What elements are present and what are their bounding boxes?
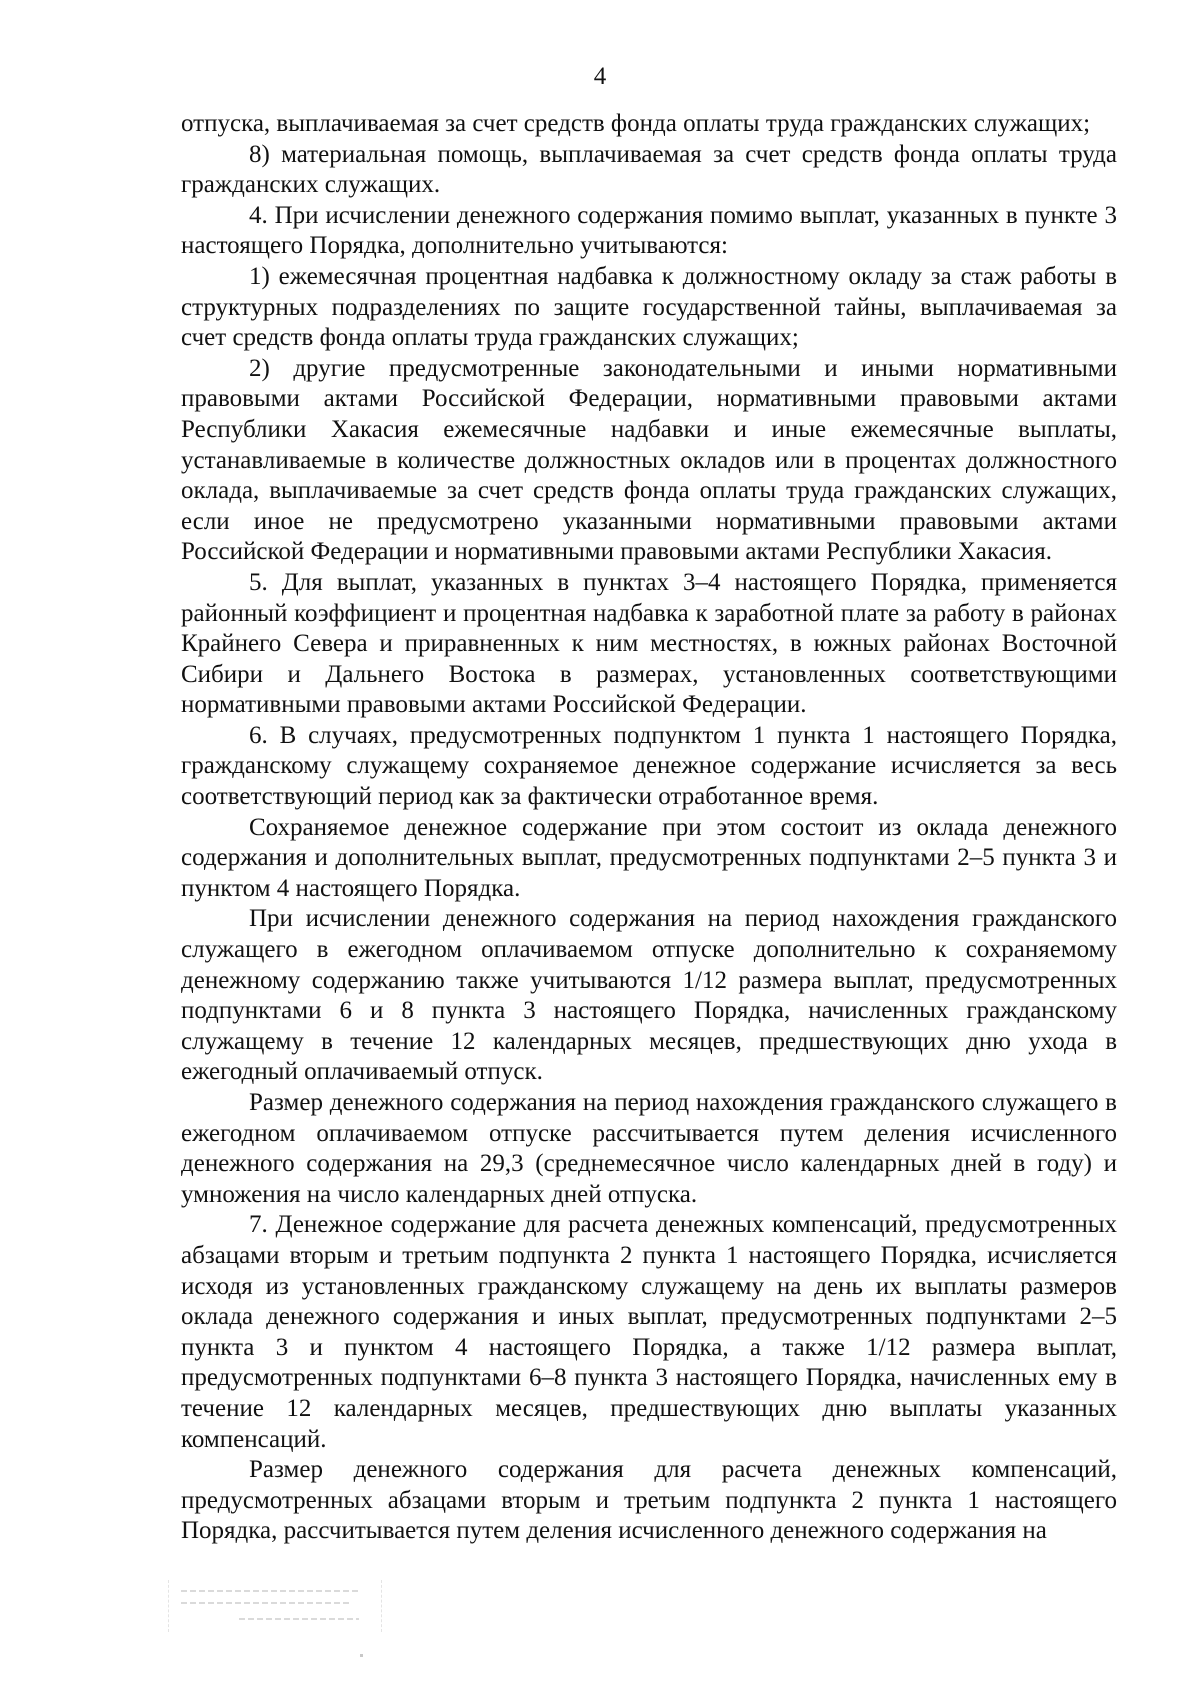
paragraph-clause-7-size: Размер денежного содержания для расчета денежных компенсаций, предусмотренных абзацами вторым и третьим подпункта 2 пункта 1 настоящего Порядка, рассчитывается путем деления исчисленного денежного содержания на	[181, 1456, 1117, 1545]
paragraph-clause-6-vacation-calc: При исчислении денежного содержания на период нахождения гражданского служащего в ежегодном оплачиваемом отпуске дополнительно к сохраняемому денежному содержанию также учитываются 1/12 размера выплат, предусмотренных подпунктами 6 и 8 пункта 3 настоящего Порядка, начисленных гражданскому служащему в течение 12 календарных месяцев, предшествующих дню ухода в ежегодный оплачиваемый отпуск.	[181, 905, 1117, 1086]
paragraph-item-8: 8) материальная помощь, выплачиваемая за счет средств фонда оплаты труда гражданских служащих.	[181, 140, 1117, 199]
paragraph-subclause-4-2: 2) другие предусмотренные законодательными и иными нормативными правовыми актами Российской Федерации, нормативными правовыми актами Республики Хакасия ежемесячные надбавки и иные ежемесячные выплаты, устанавливаемые в количестве должностных окладов или в процентах должностного оклада, выплачиваемые за счет средств фонда оплаты труда гражданских служащих, если иное не предусмотрено указанными нормативными правовыми актами Российской Федерации и нормативными правовыми актами Республики Хакасия.	[181, 354, 1117, 566]
paragraph-subclause-4-1: 1) ежемесячная процентная надбавка к должностному окладу за стаж работы в структурных подразделениях по защите государственной тайны, выплачиваемая за счет средств фонда оплаты труда гражданских служащих;	[181, 262, 1117, 352]
paragraph-clause-7: 7. Денежное содержание для расчета денежных компенсаций, предусмотренных абзацами вторым и третьим подпункта 2 пункта 1 настоящего Порядка, исчисляется исходя из установленных гражданскому служащему на день их выплаты размеров оклада денежного содержания и иных выплат, предусмотренных подпунктами 2–5 пункта 3 и пунктом 4 настоящего Порядка, а также 1/12 размера выплат, предусмотренных подпунктами 6–8 пункта 3 настоящего Порядка, начисленных ему в течение 12 календарных месяцев, предшествующих дню выплаты указанных компенсаций.	[181, 1211, 1117, 1453]
page-number: 4	[593, 63, 607, 90]
document-body	[181, 109, 1117, 1547]
paragraph-clause-6-vacation-size: Размер денежного содержания на период нахождения гражданского служащего в ежегодном оплачиваемом отпуске рассчитывается путем деления исчисленного денежного содержания на 29,3 (среднемесячное число календарных дней в году) и умножения на число календарных дней отпуска.	[181, 1089, 1117, 1208]
scan-speck	[360, 1654, 363, 1657]
paragraph-clause-6: 6. В случаях, предусмотренных подпунктом 1 пункта 1 настоящего Порядка, гражданскому служащему сохраняемое денежное содержание исчисляется за весь соответствующий период как за фактически отработанное время.	[181, 721, 1117, 811]
paragraph-clause-4: 4. При исчислении денежного содержания помимо выплат, указанных в пункте 3 настоящего Порядка, дополнительно учитываются:	[181, 201, 1117, 260]
faded-stamp-mark	[168, 1580, 382, 1632]
paragraph-clause-5: 5. Для выплат, указанных в пунктах 3–4 настоящего Порядка, применяется районный коэффициент и процентная надбавка к заработной плате за работу в районах Крайнего Севера и приравненных к ним местностях, в южных районах Восточной Сибири и Дальнего Востока в размерах, установленных соответствующими нормативными правовыми актами Российской Федерации.	[181, 568, 1117, 719]
paragraph-clause-6-retained-pay: Сохраняемое денежное содержание при этом состоит из оклада денежного содержания и дополнительных выплат, предусмотренных подпунктами 2–5 пункта 3 и пунктом 4 настоящего Порядка.	[181, 813, 1117, 902]
paragraph-continuation: отпуска, выплачиваемая за счет средств фонда оплаты труда гражданских служащих;	[181, 110, 1091, 137]
